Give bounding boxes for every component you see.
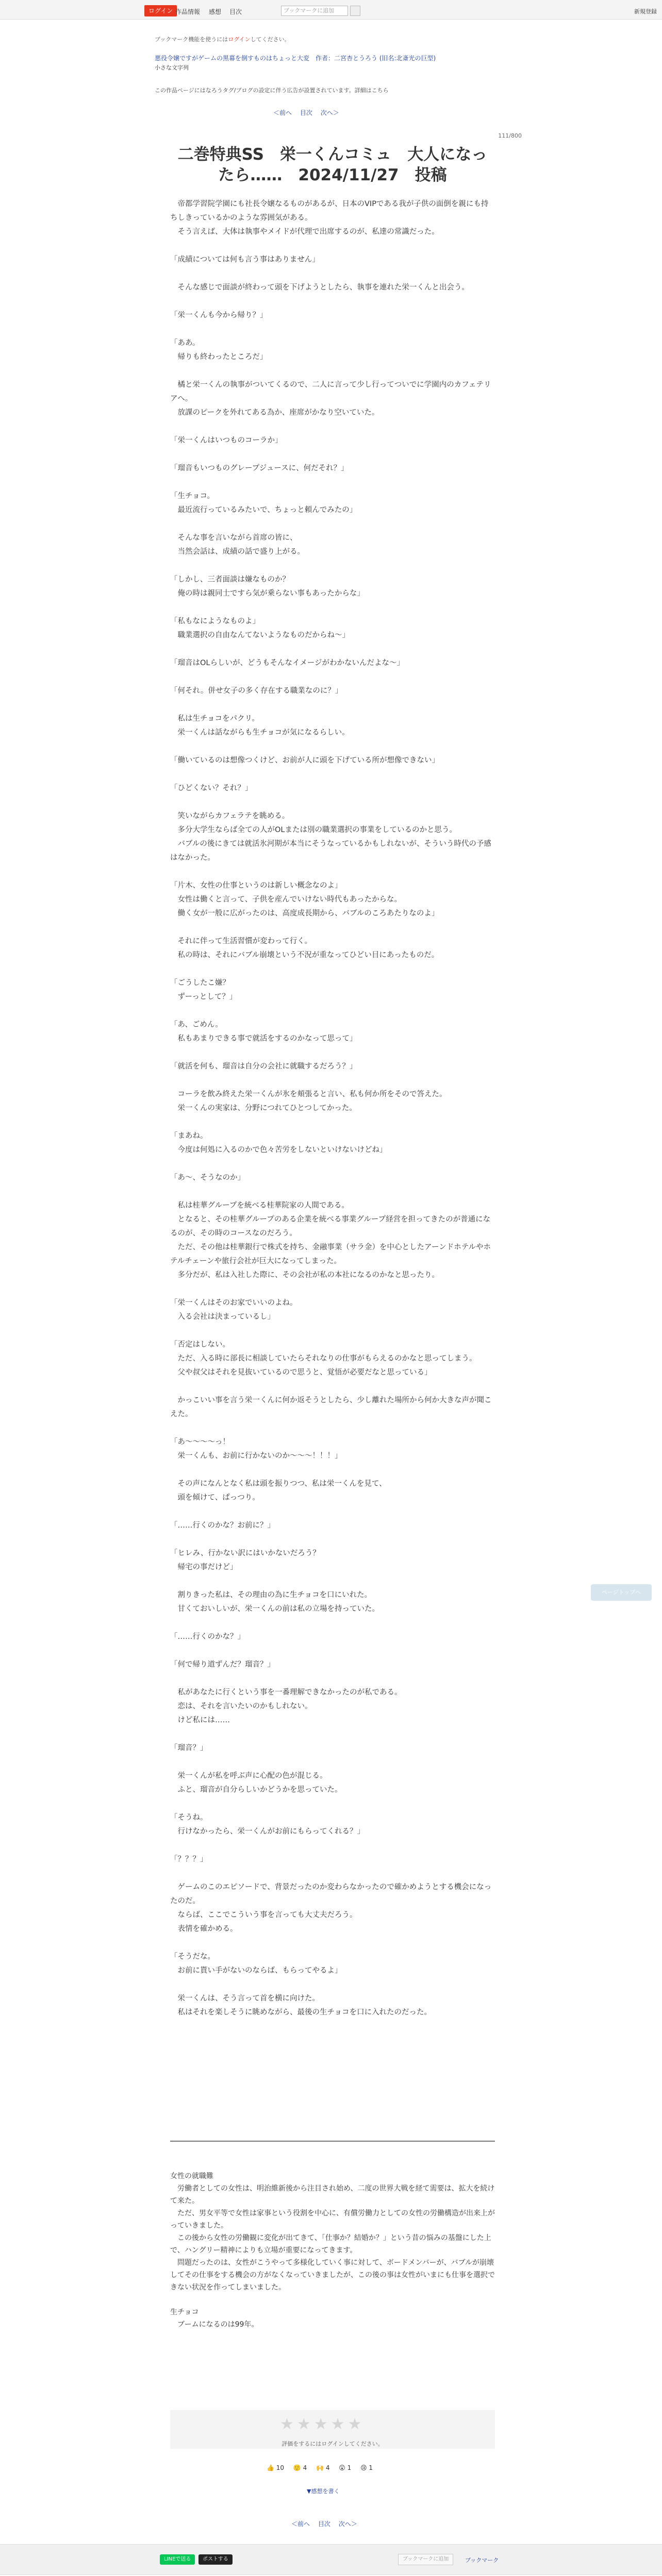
bookmark-notice-post: してください。 — [250, 36, 290, 43]
afterword-paragraph: ブームになるのは99年。 — [170, 2320, 259, 2329]
body-paragraph: 栄一くんも、お前に行かないのか〜〜〜！！！」 — [170, 1452, 342, 1460]
episode-number: 111/800 — [498, 132, 522, 139]
reaction-smile[interactable]: 🙂 4 — [293, 2464, 307, 2471]
body-paragraph — [170, 1380, 495, 1394]
body-paragraph — [170, 1755, 495, 1769]
body-paragraph — [170, 1282, 495, 1296]
reaction-hands[interactable]: 🙌 4 — [316, 2464, 330, 2471]
body-paragraph: 頭を傾けて、ぱっつり。 — [170, 1494, 260, 1502]
reaction-bar — [267, 2464, 380, 2471]
body-paragraph — [170, 962, 495, 976]
episode-title: 二巻特典SS 栄一くんコミュ 大人になったら…… 2024/11/27 投稿 — [177, 145, 488, 184]
body-paragraph: コーラを飲み終えた栄一くんが氷を頬張ると言い、私も何か所をそので答えた。 — [170, 1090, 447, 1098]
body-paragraph: そんな事を言いながら首席の皆に、 — [170, 534, 297, 542]
nav-item-reviews[interactable]: 感想 — [209, 8, 222, 15]
body-paragraph — [170, 1421, 495, 1435]
body-paragraph: 「何で帰り道ずんだ？瑠音？」 — [170, 1660, 275, 1669]
body-paragraph — [170, 267, 495, 281]
body-paragraph — [170, 768, 495, 782]
body-paragraph — [170, 1797, 495, 1811]
bookmark-notice — [155, 35, 290, 43]
body-paragraph — [170, 364, 495, 378]
body-paragraph: 「瑠音？」 — [170, 1744, 208, 1752]
body-paragraph — [170, 1574, 495, 1588]
body-paragraph: となると、その桂華グループのある企業を統べる事業グループ経営を担ってきたのが普通になるのが、その時のコースなのだろう。 — [170, 1215, 491, 1238]
body-paragraph — [170, 1839, 495, 1853]
login-button[interactable]: ログイン — [144, 5, 177, 16]
body-paragraph: 「栄一くんはそのお家でいいのよね。 — [170, 1299, 297, 1307]
body-paragraph — [170, 601, 495, 615]
body-paragraph — [170, 1533, 495, 1547]
body-paragraph: 「ああ。 — [170, 339, 200, 347]
rating-box — [170, 2410, 495, 2449]
body-paragraph: 栄一くんは話ながらも生チョコが気になるらしい。 — [170, 728, 350, 737]
reaction-sad[interactable]: 😢 1 — [360, 2464, 373, 2471]
body-paragraph — [170, 865, 495, 879]
body-paragraph — [170, 642, 495, 656]
body-paragraph — [170, 1046, 495, 1060]
body-paragraph: 職業選択の自由なんてないようなものだからね〜」 — [170, 631, 350, 639]
next-link-bottom[interactable]: 次へ＞ — [338, 2520, 357, 2528]
body-paragraph: それに伴って生活習慣が変わって行く。 — [170, 937, 312, 945]
body-paragraph — [170, 698, 495, 712]
body-paragraph: 栄一くんは、そう言って首を横に向けた。 — [170, 1994, 320, 2003]
body-paragraph: ゲームのこのエピソードで、背景だったのか変わらなかったので確かめようとする機会になったのだ。 — [170, 1883, 492, 1905]
body-paragraph: 放課のピークを外れてある為か、座席がかなり空いていた。 — [170, 409, 379, 417]
body-paragraph: 「生チョコ。 — [170, 492, 214, 500]
body-paragraph: 「ごうしたこ嫌？ — [170, 979, 230, 987]
body-paragraph: けど私には…… — [170, 1716, 230, 1724]
body-paragraph — [170, 476, 495, 489]
body-paragraph: 行けなかったら、栄一くんがお前にもらってくれる？」 — [170, 1827, 365, 1836]
body-paragraph: 「片木、女性の仕事というのは新しい概念なのよ」 — [170, 882, 342, 890]
body-paragraph — [170, 295, 495, 309]
body-paragraph: お前に貰い手がないのならば、もらってやるよ」 — [170, 1967, 342, 1975]
body-paragraph: 割りきった私は、その理由の為に生チョコを口にいれた。 — [170, 1591, 372, 1599]
body-paragraph — [170, 1616, 495, 1630]
body-paragraph: 帝都学習院学園にも社長令嬢なるものがあるが、日本のVIPである我が子供の面倒を親にも持ちしきっているかのような雰囲気がある。 — [170, 200, 489, 222]
body-paragraph: 多分大学生ならば全ての人がOLまたは別の職業選択の事業をしているのかと思う。 — [170, 826, 457, 834]
body-paragraph: 「ヒレみ、行かない訳にはいかないだろう？ — [170, 1549, 320, 1557]
body-paragraph: 「栄一くんも今から帰り？」 — [170, 311, 268, 319]
body-paragraph: 今度は何処に入るのかで色々苦労をしないといけないけどね」 — [170, 1146, 387, 1154]
body-paragraph: 帰宅の事だけど」 — [170, 1563, 238, 1571]
body-paragraph: 甘くておいしいが、栄一くんの前は私の立場を持っていた。 — [170, 1605, 379, 1613]
page-top-button[interactable]: ページトップへ — [591, 1584, 652, 1601]
body-paragraph — [170, 1867, 495, 1880]
toc-link-bottom[interactable]: 目次 — [318, 2520, 330, 2528]
body-paragraph: 多分だが、私は入社した際に、その会社が私の本社になるのかなと思ったり。 — [170, 1271, 439, 1279]
body-paragraph — [170, 795, 495, 809]
body-paragraph: ただ、入る時に部長に相談していたらそれなりの仕事がもらえるのかなと思ってしまう。 — [170, 1354, 477, 1363]
body-paragraph: 私はそれを楽しそうに眺めながら、最後の生チョコを口に入れたのだった。 — [170, 2008, 432, 2016]
body-paragraph — [170, 1978, 495, 1992]
body-paragraph — [170, 517, 495, 531]
body-paragraph: 「そうね。 — [170, 1814, 208, 1822]
x-post-button[interactable]: ポストする — [198, 2554, 233, 2565]
body-paragraph: 「栄一くんはいつものコーラか」 — [170, 436, 283, 445]
body-paragraph: 「ひどくない？それ？」 — [170, 784, 253, 792]
body-paragraph: ずーっとして？」 — [170, 993, 237, 1001]
body-paragraph — [170, 1324, 495, 1338]
series-title-link[interactable]: 悪役令嬢ですがゲームの黒幕を倒すものはちょっと大変 作者：二宮杏とうろう (旧名:北斎光の巨型) — [155, 55, 436, 62]
body-paragraph: 当然会話は、成績の話で盛り上がる。 — [170, 548, 305, 556]
novel-body — [170, 197, 495, 2020]
body-paragraph — [170, 1505, 495, 1519]
body-paragraph — [170, 1644, 495, 1658]
body-paragraph: 俺の時は親同士ですら気が乗らない事もあったからな」 — [170, 589, 365, 598]
rating-note: 評価をするにはログインしてください。 — [282, 2441, 384, 2447]
body-paragraph: 私は桂華グループを統べる桂華院家の人間である。 — [170, 1201, 349, 1210]
body-paragraph: 帰りも終わったところだ」 — [170, 353, 268, 361]
body-paragraph — [170, 323, 495, 336]
body-paragraph: 「？？？」 — [170, 1855, 208, 1863]
body-paragraph: 「あ、ごめん。 — [170, 1021, 223, 1029]
body-paragraph: 「否定はしない。 — [170, 1341, 230, 1349]
pager-top — [273, 108, 339, 117]
body-paragraph: 「あ〜〜〜〜っ！ — [170, 1438, 230, 1446]
afterword-paragraph: 労働者としての女性は、明治維新後から注目され始め、二度の世界大戦を経て需要は、拡大を続けて来た。 — [170, 2184, 495, 2205]
reaction-thumbs[interactable]: 👍 10 — [267, 2464, 285, 2471]
body-paragraph — [170, 1074, 495, 1088]
body-paragraph: 恋は、それを言いたいのかもしれない。 — [170, 1702, 312, 1710]
prev-link[interactable]: ＜前へ — [273, 109, 292, 116]
body-paragraph: バブルの後にきては就活氷河期が本当にそうなっているかもしれないが、そういう時代の予感はなかった。 — [170, 840, 491, 862]
body-paragraph: 「働いているのは想像つくけど、お前が人に頭を下げている所が想像できない」 — [170, 756, 439, 765]
body-paragraph: そんな感じで面談が終わって頭を下げようとしたら、執事を連れた栄一くんと出会う。 — [170, 283, 469, 292]
body-paragraph: 笑いながらカフェラテを眺める。 — [170, 812, 290, 820]
body-paragraph: 「成績については何も言う事はありません」 — [170, 256, 320, 264]
line-share-button[interactable]: LINEで送る — [160, 2554, 195, 2565]
body-paragraph — [170, 239, 495, 253]
body-paragraph: 私は生チョコをパクリ。 — [170, 715, 259, 723]
body-paragraph: 働く女が一般に広がったのは、高度成長期から、バブルのころあたりなのよ」 — [170, 909, 439, 918]
body-paragraph — [170, 559, 495, 573]
body-paragraph — [170, 1463, 495, 1477]
body-paragraph: 入る会社は決まっているし」 — [170, 1313, 275, 1321]
body-paragraph — [170, 420, 495, 434]
top-navigation-bar — [0, 0, 662, 20]
body-paragraph — [170, 1157, 495, 1171]
bookmark-login-link[interactable]: ログイン — [228, 36, 251, 43]
body-paragraph — [170, 1004, 495, 1018]
body-paragraph: 「あ〜、そうなのか」 — [170, 1174, 245, 1182]
body-paragraph — [170, 740, 495, 754]
body-paragraph: 「しかし、三者面談は嫌なものか？ — [170, 575, 290, 584]
body-paragraph: 「……行くのかな？」 — [170, 1633, 245, 1641]
afterword-paragraph: 女性の就職難 — [170, 2172, 213, 2180]
body-paragraph: 「まあね。 — [170, 1132, 208, 1140]
body-paragraph: 最近流行っているみたいで、ちょっと頼んでみたの」 — [170, 506, 357, 514]
body-paragraph: ふと、瑠音が自分らしいかどうかを思っていた。 — [170, 1786, 342, 1794]
prev-link-bottom[interactable]: ＜前へ — [291, 2520, 310, 2528]
next-link[interactable]: 次へ＞ — [320, 109, 339, 116]
body-paragraph: 「何それ。併せ女子の多く存在する職業なのに？」 — [170, 687, 343, 695]
body-paragraph — [170, 1672, 495, 1686]
author-line: 小さな文字列 — [155, 64, 189, 71]
body-paragraph: かっこいい事を言う栄一くんに何か返そうとしたら、少し離れた場所から何か大きな声が聞こえた。 — [170, 1396, 492, 1418]
body-paragraph: ならば、ここでこういう事を言っても大丈夫だろう。 — [170, 1911, 357, 1919]
afterword-paragraph: ただ、男女平等で女性は家事という役割を中心に、有償労働力としての女性の労働構造が出来上がっていきました。 — [170, 2209, 495, 2230]
body-paragraph: 私もあまりできる事で就活をするのかなって思って」 — [170, 1035, 357, 1043]
body-paragraph: 「瑠音はOLらしいが、どうもそんなイメージがわかないんだよな〜」 — [170, 659, 405, 667]
afterword-paragraph: この後から女性の労働観に変化が出てきて、「仕事か？結婚か？」という昔の悩みの基盤にした上で、ハングリー精神によりも立場が重要になってきます。 — [170, 2234, 491, 2255]
rating-stars[interactable]: ★★★★★ — [280, 2415, 365, 2433]
body-paragraph: 栄一くんの実家は、分野につれてひとつしてかった。 — [170, 1104, 357, 1112]
body-paragraph: 女性は働くと言って、子供を産んでいけない時代もあったからな。 — [170, 895, 402, 904]
afterword-paragraph: 問題だったのは、女性がこうやって多様化していく事に対して、ボードメンバーが、バブルが崩壊してその仕事をする機会の方がなくなっていきましたが、この後の事は女性がいまにも仕事を選択できない状況を作ってしまいました。 — [170, 2259, 495, 2292]
reaction-surprised[interactable]: 😮 1 — [339, 2464, 352, 2471]
afterword-divider — [170, 2141, 495, 2142]
pager-bottom — [291, 2519, 357, 2528]
body-paragraph: 私があなたに行くという事を一番理解できなかったのが私である。 — [170, 1688, 402, 1697]
body-paragraph: 「就活を何も、瑠音は自分の会社に就職するだろう？」 — [170, 1062, 357, 1071]
nav-item-info[interactable]: 作品情報 — [175, 8, 201, 15]
body-paragraph: 橘と栄一くんの執事がついてくるので、二人に言って少し行ってついでに学園内のカフェテリアへ。 — [170, 381, 491, 403]
register-link[interactable]: 新規登録 — [634, 8, 657, 15]
body-paragraph — [170, 1727, 495, 1741]
body-paragraph — [170, 1936, 495, 1950]
write-review-link[interactable]: ▼感想を書く — [307, 2488, 340, 2495]
body-paragraph: 「そうだな。 — [170, 1953, 215, 1961]
ad-notice: この作品ページにはなろうタグ/ブログの設定に伴う広告が設置されています。詳細はこちら — [155, 87, 389, 94]
body-paragraph: ただ、その他は桂華銀行で株式を持ち、金融事業（サラ金）を中心としたアーンドホテルやホテルチェーンや旅行会社が巨大になってしまった。 — [170, 1243, 491, 1265]
body-paragraph — [170, 670, 495, 684]
body-paragraph: 「私もなにようなものよ」 — [170, 617, 260, 625]
body-paragraph — [170, 1185, 495, 1199]
body-paragraph: 表情を確かめる。 — [170, 1925, 238, 1933]
search-input[interactable]: ブックマークに追加 — [281, 6, 348, 16]
body-paragraph — [170, 921, 495, 935]
bookmark-link[interactable]: ブックマーク — [465, 2557, 499, 2564]
afterword-paragraph — [170, 2294, 495, 2306]
share-band — [0, 2544, 662, 2575]
body-paragraph: 「瑠音もいつものグレープジュースに、何だそれ？」 — [170, 464, 349, 472]
body-paragraph — [170, 448, 495, 462]
body-paragraph — [170, 1115, 495, 1129]
body-paragraph: そう言えば、大体は執事やメイドが代理で出席するのが、私達の常識だった。 — [170, 228, 439, 236]
body-paragraph: 父や叔父はそれを見抜いているので思うと、覚悟が必要だなと思っている」 — [170, 1368, 432, 1377]
afterword — [170, 2170, 495, 2331]
body-paragraph: その声になんとなく私は頭を振りつつ、私は栄一くんを見て、 — [170, 1480, 387, 1488]
toc-link[interactable]: 目次 — [300, 109, 312, 116]
afterword-paragraph: 生チョコ — [170, 2308, 199, 2316]
nav-item-toc[interactable]: 目次 — [229, 8, 242, 15]
add-bookmark-button[interactable]: ブックマークに追加 — [398, 2554, 453, 2565]
body-paragraph: 「……行くのかな？お前に？」 — [170, 1521, 275, 1530]
bookmark-notice-pre: ブックマーク機能を使うには — [155, 36, 228, 43]
search-button[interactable] — [350, 6, 360, 16]
body-paragraph: 私の時は、それにバブル崩壊という不況が重なってひどい目にあったものだ。 — [170, 951, 439, 959]
body-paragraph: 栄一くんが私を呼ぶ声に心配の色が混じる。 — [170, 1772, 327, 1780]
